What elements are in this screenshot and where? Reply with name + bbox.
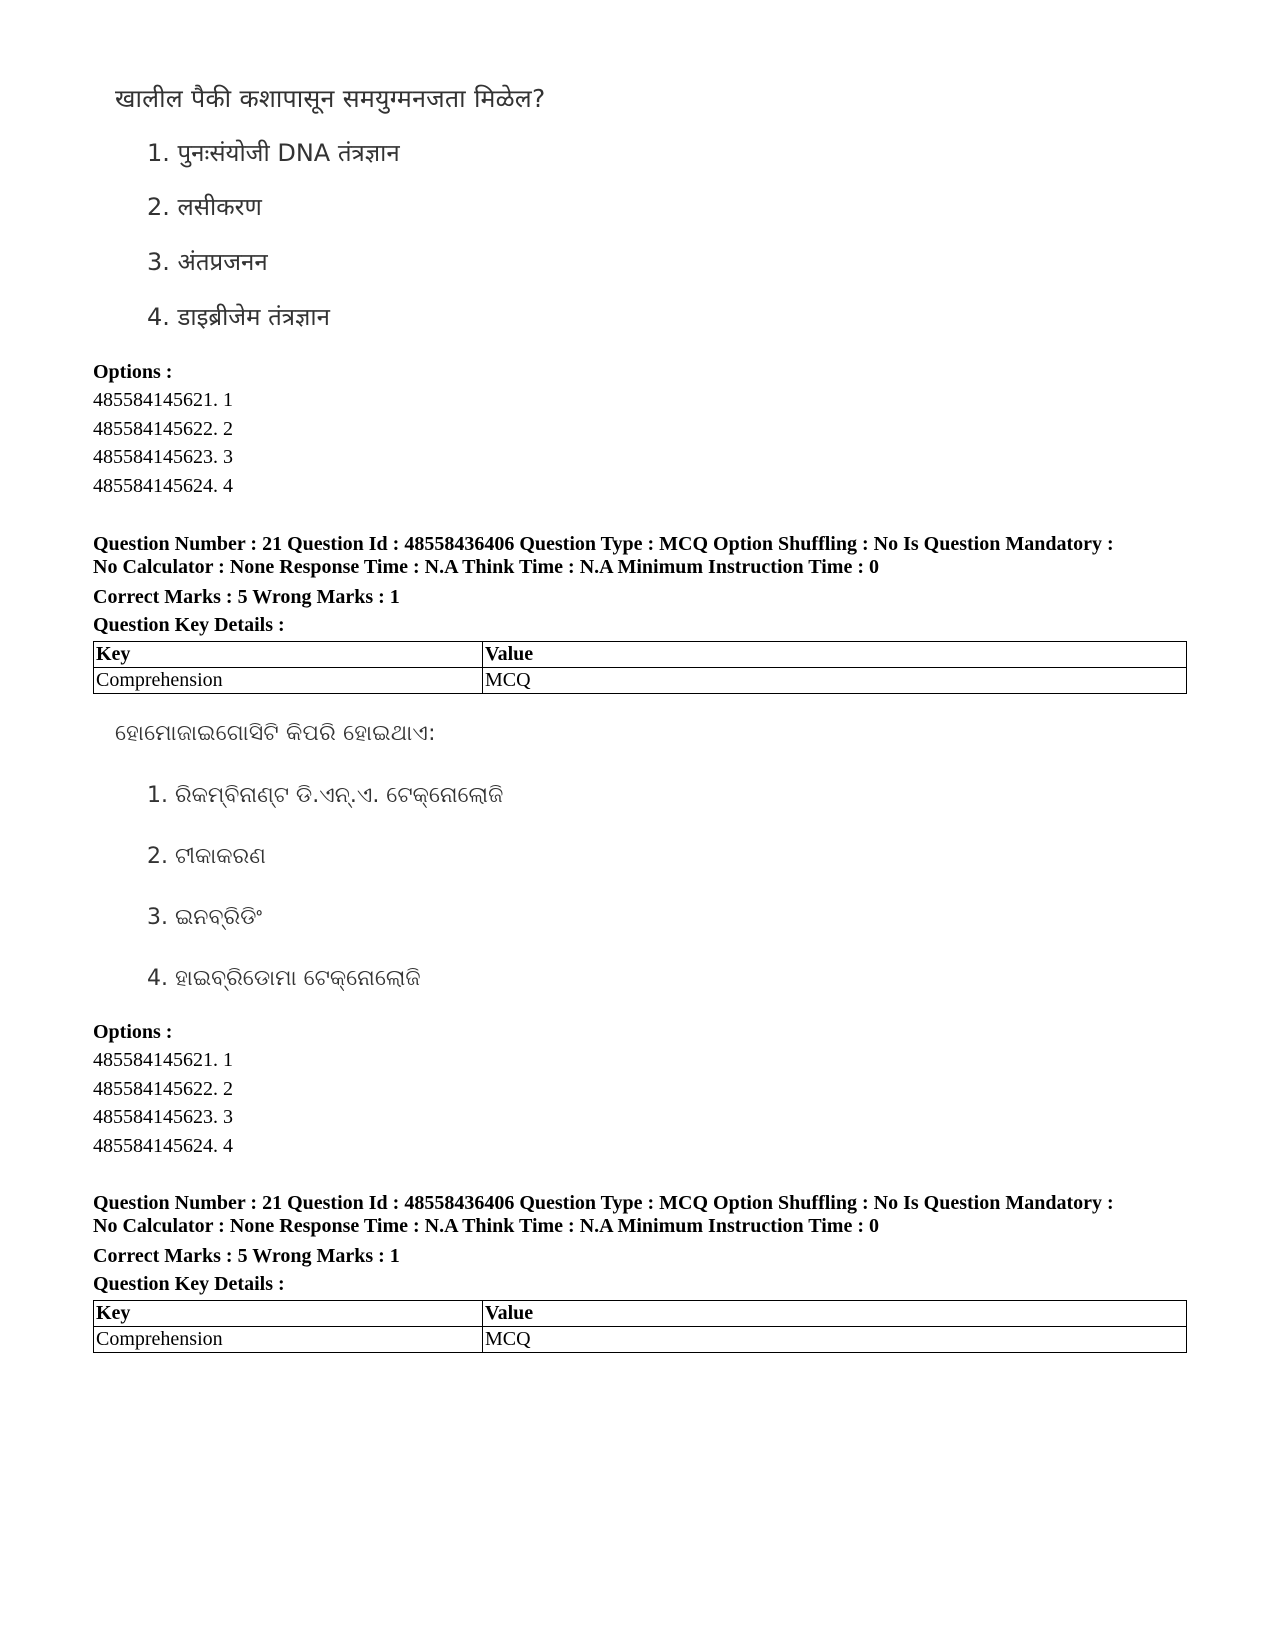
question-stem: ହୋମୋଜାଇଗୋସିଟି କିପରି ହୋଇଥାଏ: — [115, 721, 436, 746]
option-item: 485584145621. 1 — [93, 389, 233, 411]
question-stem: खालील पैकी कशापासून समयुग्मनजता मिळेल? — [115, 84, 546, 113]
question-meta-line: No Calculator : None Response Time : N.A Think Time : N.A Minimum Instruction Time : 0 — [93, 1215, 879, 1237]
option-item: 485584145622. 2 — [93, 1077, 233, 1100]
options-block — [93, 1018, 1188, 1160]
option-item: 485584145623. 3 — [93, 1106, 233, 1128]
question-item: 3. अंतप्रजनन — [147, 248, 268, 276]
key-details-title: Question Key Details : — [93, 1273, 285, 1295]
question-item: 4. ହାଇବ୍ରିଡୋମା ଟେକ୍ନୋଲୋଜି — [147, 966, 421, 991]
option-item: 485584145622. 2 — [93, 417, 233, 440]
option-item: 485584145621. 1 — [93, 1049, 233, 1071]
key-details-title: Question Key Details : — [93, 614, 285, 636]
table-row — [94, 1327, 1187, 1353]
question-item: 4. डाइब्रीजेम तंत्रज्ञान — [147, 303, 330, 331]
key-details-table — [93, 1300, 1187, 1353]
options-block — [93, 358, 1188, 500]
table-cell: MCQ — [483, 668, 1187, 694]
key-details-table — [93, 641, 1187, 694]
table-header-cell: Key — [94, 642, 483, 668]
option-item: 485584145624. 4 — [93, 1134, 233, 1157]
marks-line: Correct Marks : 5 Wrong Marks : 1 — [93, 586, 400, 608]
marks-line: Correct Marks : 5 Wrong Marks : 1 — [93, 1245, 400, 1267]
table-row — [94, 668, 1187, 694]
table-header-cell: Key — [94, 1301, 483, 1327]
option-item: 485584145623. 3 — [93, 446, 233, 468]
table-header-cell: Value — [483, 1301, 1187, 1327]
table-cell: Comprehension — [94, 1327, 483, 1353]
question-item: 1. पुनःसंयोजी DNA तंत्रज्ञान — [147, 139, 400, 167]
question-item: 2. लसीकरण — [147, 193, 262, 221]
question-meta-block — [93, 1192, 1188, 1353]
question-image-marathi — [115, 86, 545, 329]
question-meta-line: Question Number : 21 Question Id : 48558436406 Question Type : MCQ Option Shuffling : No Is Question Mandatory : — [93, 1192, 1114, 1214]
question-item: 1. ରିକମ୍ବିନାଣ୍ଟ ଡି.ଏନ୍.ଏ. ଟେକ୍ନୋଲୋଜି — [147, 783, 504, 808]
table-cell: Comprehension — [94, 668, 483, 694]
table-header-row — [94, 642, 1187, 668]
question-meta-block — [93, 533, 1188, 694]
options-title: Options : — [93, 361, 173, 383]
table-header-cell: Value — [483, 642, 1187, 668]
question-item: 2. ଟୀକାକରଣ — [147, 844, 266, 869]
option-item: 485584145624. 4 — [93, 474, 233, 497]
question-meta-line: Question Number : 21 Question Id : 48558436406 Question Type : MCQ Option Shuffling : No Is Question Mandatory : — [93, 533, 1114, 555]
question-image-odia — [115, 723, 503, 990]
question-item: 3. ଇନବ୍ରିଡିଂ — [147, 905, 263, 930]
table-header-row — [94, 1301, 1187, 1327]
options-title: Options : — [93, 1021, 173, 1043]
table-cell: MCQ — [483, 1327, 1187, 1353]
question-meta-line: No Calculator : None Response Time : N.A Think Time : N.A Minimum Instruction Time : 0 — [93, 556, 879, 578]
